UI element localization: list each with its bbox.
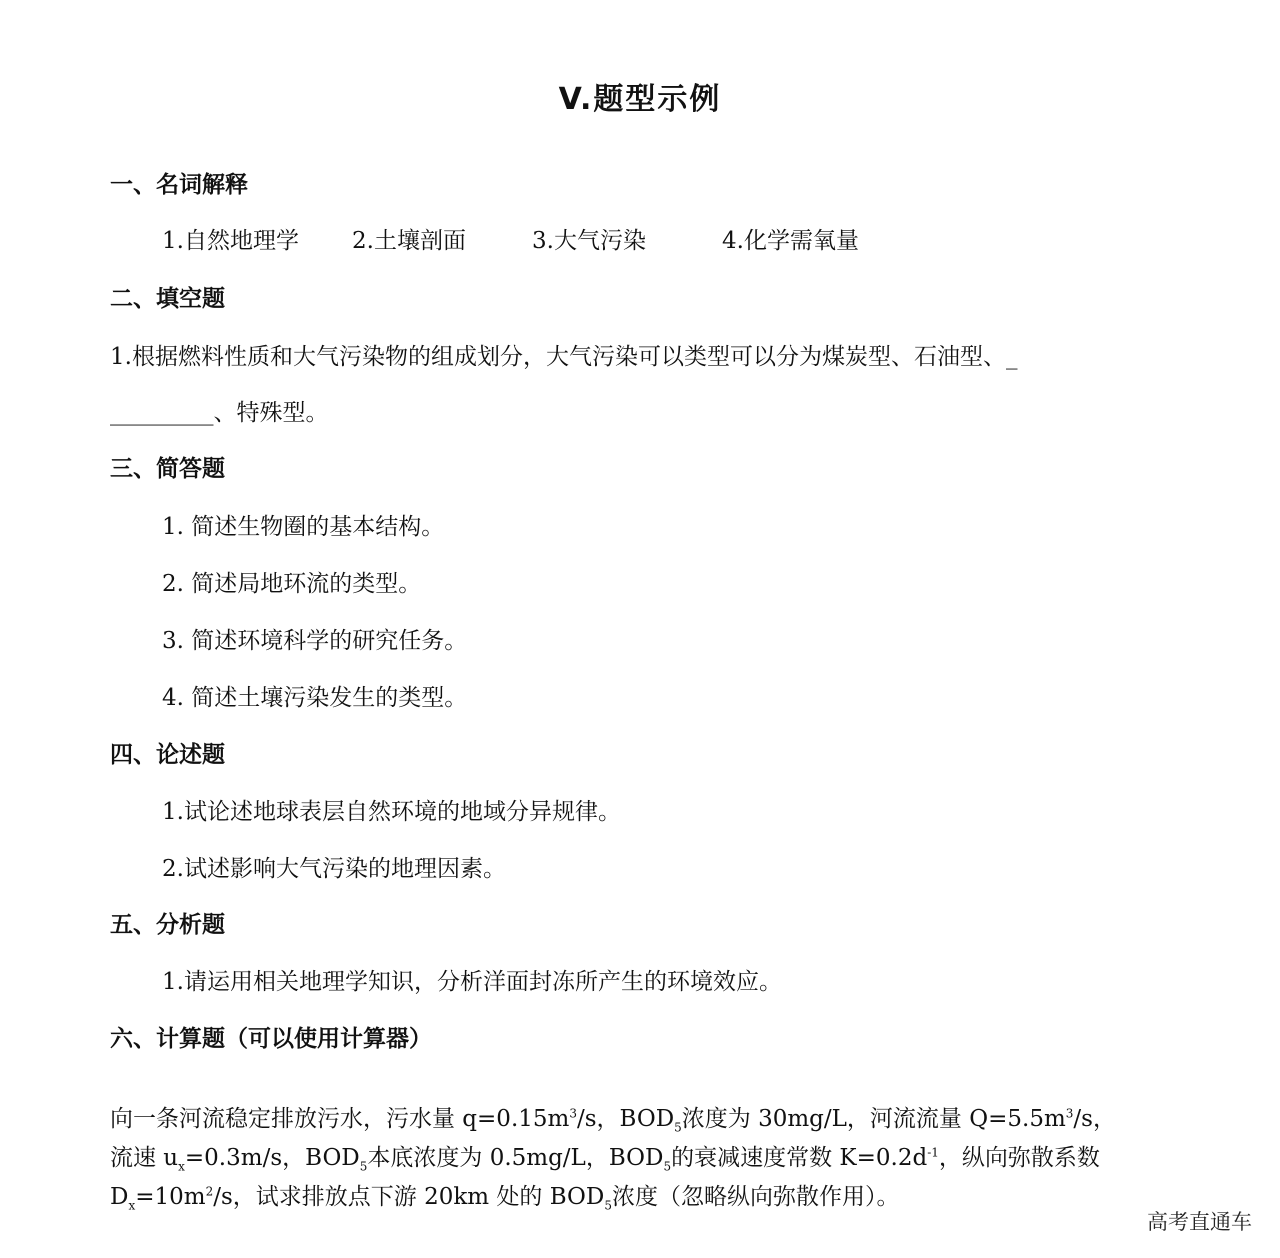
watermark: 高考直通车 xyxy=(1147,1210,1252,1234)
calculation-line3: $D_x=10m^2/s$，试求排放点下游 20km 处的 $BOD_5$浓度（忽略纵向弥散作用）。 xyxy=(110,1184,900,1213)
section-heading-essay: 四、论述题 xyxy=(110,742,225,768)
short-answer-item: 4. 简述土壤污染发生的类型。 xyxy=(162,685,468,711)
calculation-line1: 向一条河流稳定排放污水，污水量 $q=0.15m^3/s$，$BOD_5$浓度为 30mg/L，河流流量 $Q=5.5m^3/s$， xyxy=(110,1106,1116,1135)
term-item: 2.土壤剖面 xyxy=(352,228,466,254)
term-item: 4.化学需氧量 xyxy=(722,228,859,254)
fill-blank-question-line2: _________、特殊型。 xyxy=(110,400,329,426)
fill-blank-question-line1: 1.根据燃料性质和大气污染物的组成划分，大气污染可以类型可以分为煤炭型、石油型、_ xyxy=(110,344,1018,370)
section-heading-terms: 一、名词解释 xyxy=(110,172,248,198)
term-item: 3.大气污染 xyxy=(532,228,646,254)
section-heading-calculation: 六、计算题（可以使用计算器） xyxy=(110,1026,432,1052)
short-answer-item: 1. 简述生物圈的基本结构。 xyxy=(162,514,445,540)
analysis-item: 1.请运用相关地理学知识，分析洋面封冻所产生的环境效应。 xyxy=(162,969,782,995)
essay-item: 1.试论述地球表层自然环境的地域分异规律。 xyxy=(162,799,621,825)
short-answer-item: 2. 简述局地环流的类型。 xyxy=(162,571,422,597)
section-heading-short-answer: 三、简答题 xyxy=(110,456,225,482)
section-heading-fill-blank: 二、填空题 xyxy=(110,286,225,312)
calculation-line2: 流速 $u_x=0.3m/s$，$BOD_5$本底浓度为 0.5mg/L，$BOD_5$的衰减速度常数 $K=0.2d^{-1}$，纵向弥散系数 xyxy=(110,1145,1100,1174)
short-answer-item: 3. 简述环境科学的研究任务。 xyxy=(162,628,468,654)
page-title: V.题型示例 xyxy=(558,82,722,117)
term-item: 1.自然地理学 xyxy=(162,228,299,254)
section-heading-analysis: 五、分析题 xyxy=(110,912,225,938)
essay-item: 2.试述影响大气污染的地理因素。 xyxy=(162,856,506,882)
